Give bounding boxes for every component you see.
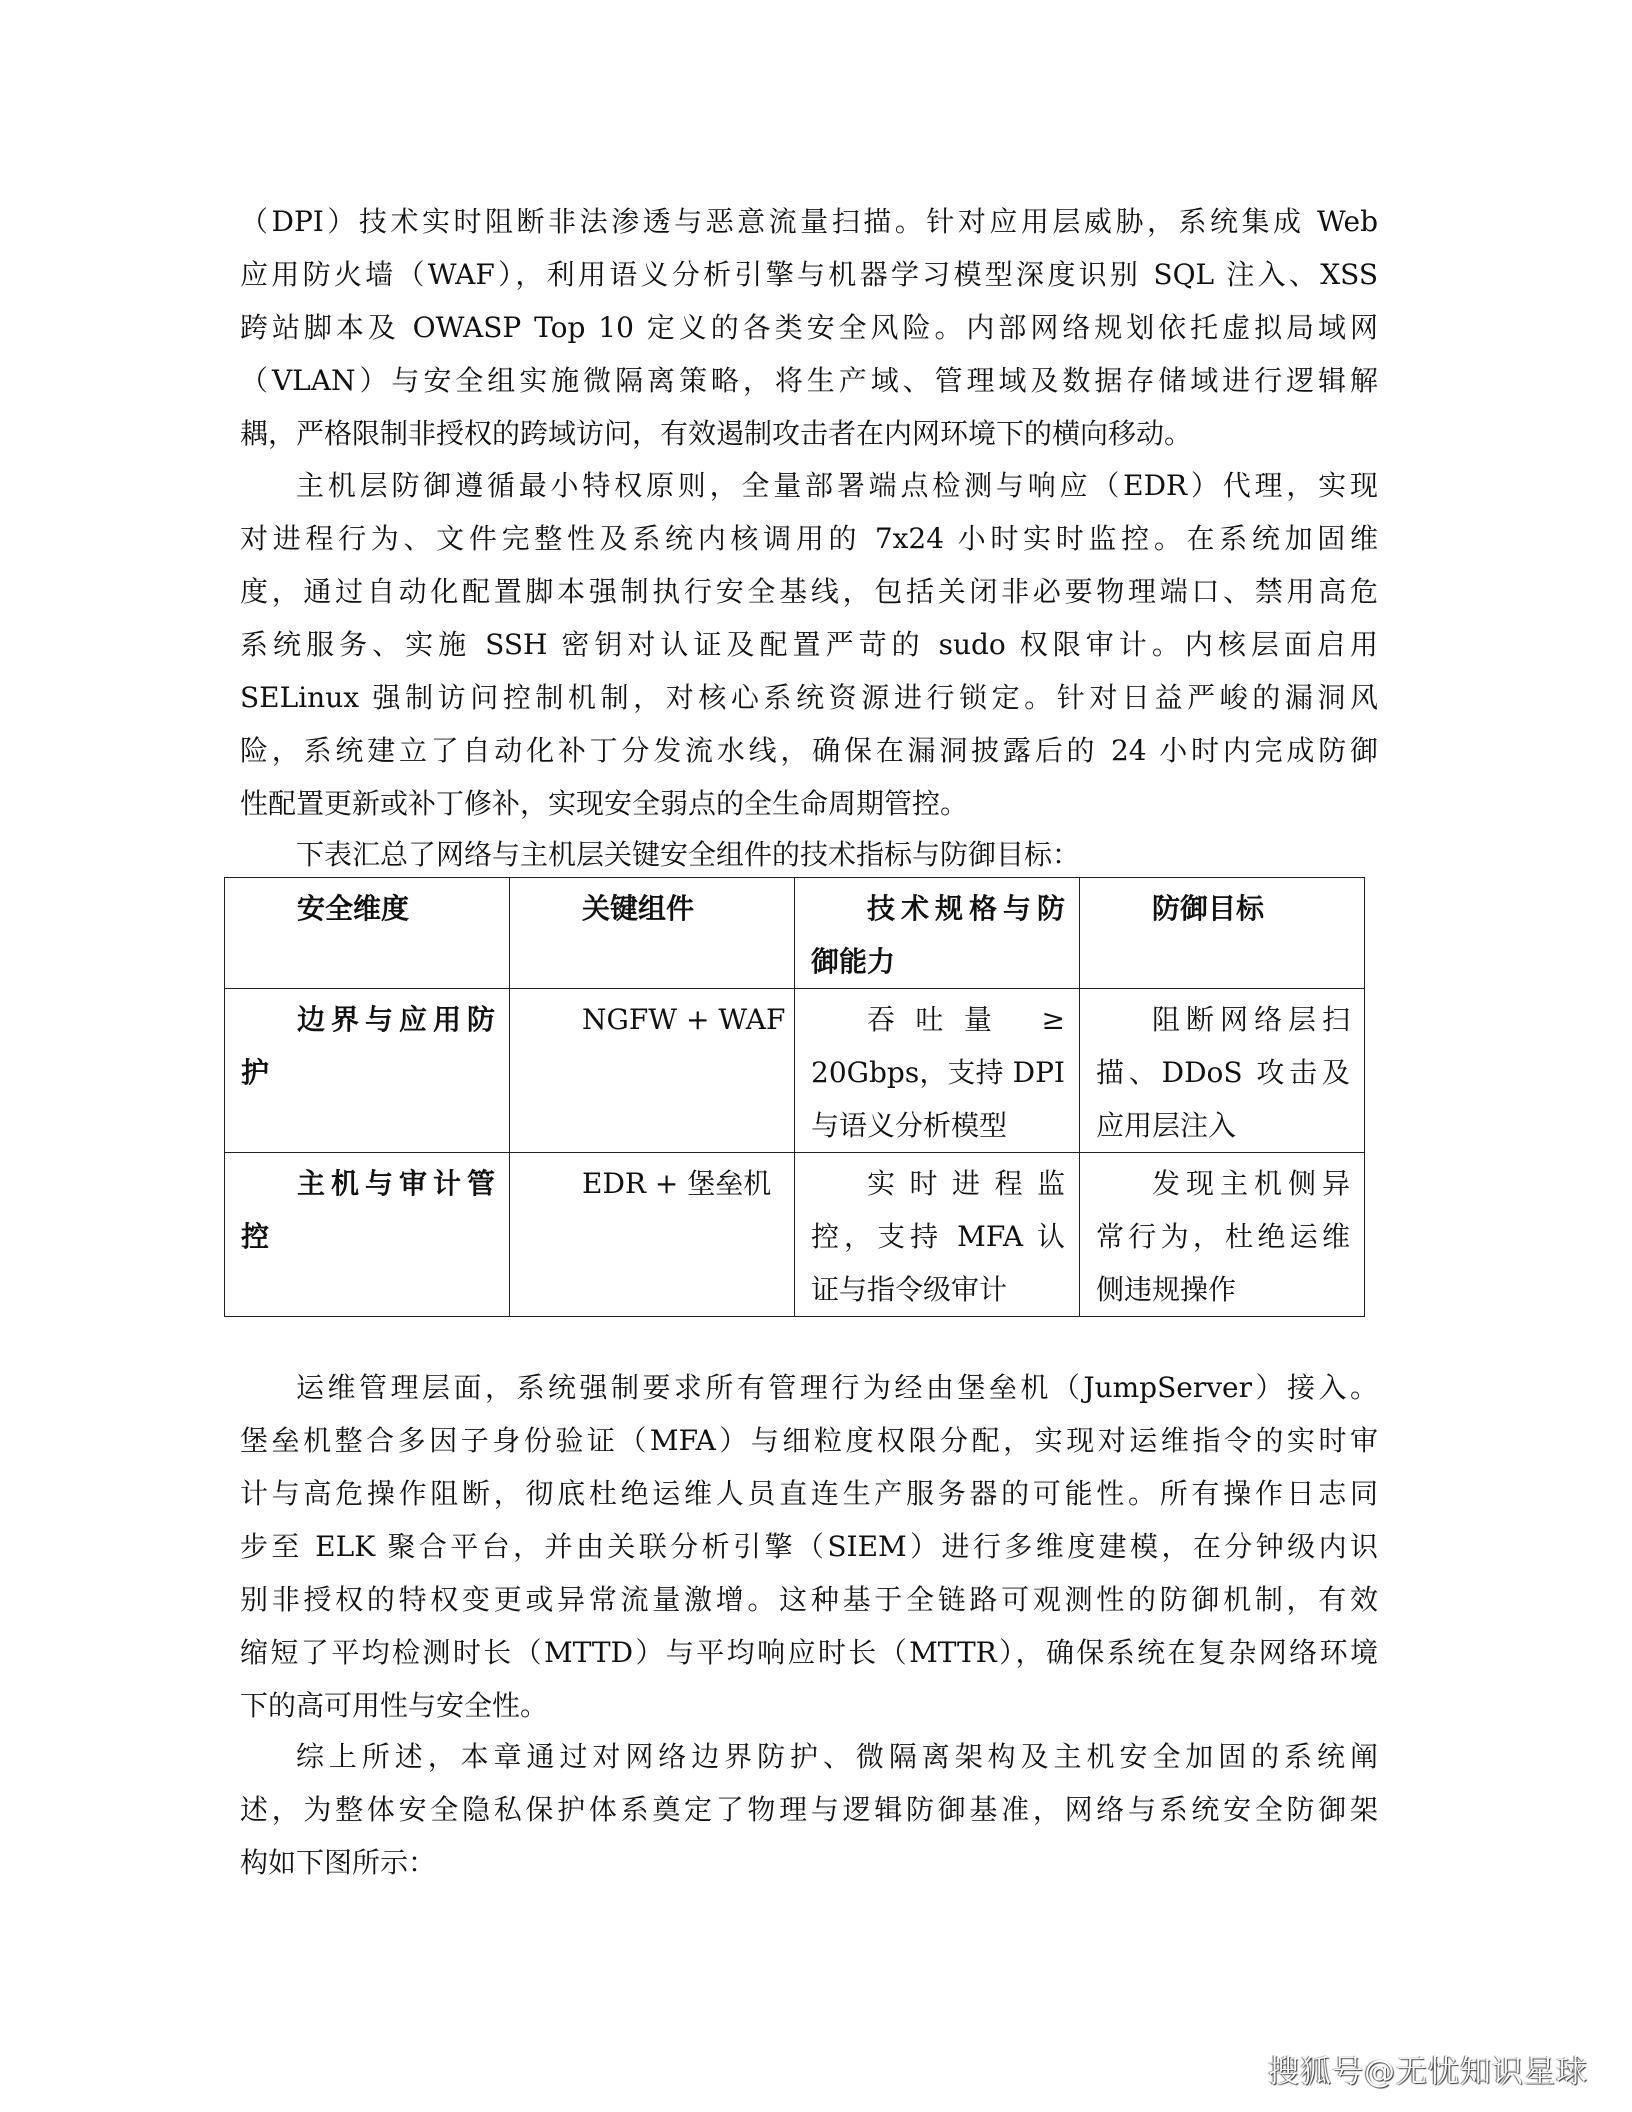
text-line: 御能力	[811, 945, 896, 978]
table-cell	[795, 1153, 1080, 1317]
table-cell	[225, 989, 510, 1153]
table-cell	[510, 989, 795, 1153]
text-line: 侧违规操作	[1096, 1273, 1237, 1306]
paragraph-network-protection	[240, 195, 1378, 460]
table-header-cell	[510, 878, 795, 989]
paragraph-summary	[240, 1730, 1378, 1889]
text-line: 系统服务、实施 SSH 密钥对认证及配置严苛的 sudo 权限审计。内核层面启用	[240, 628, 1378, 661]
text-line: NGFW + WAF	[582, 1003, 786, 1036]
text-line: 主机层防御遵循最小特权原则，全量部署端点检测与响应（EDR）代理，实现	[296, 469, 1378, 502]
text-line: 关键组件	[582, 892, 695, 925]
text-line: 述，为整体安全隐私保护体系奠定了物理与逻辑防御基准，网络与系统安全防御架	[240, 1793, 1378, 1826]
table-cell	[225, 1153, 510, 1317]
text-line: （DPI）技术实时阻断非法渗透与恶意流量扫描。针对应用层威胁，系统集成 Web	[240, 205, 1378, 238]
text-line: 跨站脚本及 OWASP Top 10 定义的各类安全风险。内部网络规划依托虚拟局域网	[240, 311, 1378, 344]
text-line: 耦，严格限制非授权的跨域访问，有效遏制攻击者在内网环境下的横向移动。	[240, 417, 1193, 450]
text-line: 度，通过自动化配置脚本强制执行安全基线，包括关闭非必要物理端口、禁用高危	[240, 575, 1378, 608]
text-line: 应用层注入	[1096, 1109, 1237, 1142]
text-line: 应用防火墙（WAF），利用语义分析引擎与机器学习模型深度识别 SQL 注入、XSS	[240, 258, 1378, 291]
table-header-row	[225, 878, 1365, 989]
security-components-table	[224, 877, 1365, 1317]
text-line: 护	[241, 1056, 270, 1089]
text-line: 防御目标	[1152, 892, 1265, 925]
text-line: 发现主机侧异	[1152, 1167, 1350, 1200]
table-cell	[510, 1153, 795, 1317]
text-line: 控，支持 MFA 认	[811, 1220, 1065, 1253]
text-line: 别非授权的特权变更或异常流量激增。这种基于全链路可观测性的防御机制，有效	[240, 1583, 1378, 1616]
text-line: 构如下图所示：	[240, 1846, 437, 1879]
paragraph-host-defense	[240, 459, 1378, 830]
text-line: 计与高危操作阻断，彻底杜绝运维人员直连生产服务器的可能性。所有操作日志同	[240, 1477, 1378, 1510]
paragraph-ops-management	[240, 1361, 1378, 1732]
text-line: 技术规格与防	[867, 892, 1065, 925]
text-line: （VLAN）与安全组实施微隔离策略，将生产域、管理域及数据存储域进行逻辑解	[240, 364, 1378, 397]
text-line: 下表汇总了网络与主机层关键安全组件的技术指标与防御目标：	[296, 838, 1081, 871]
text-line: 对进程行为、文件完整性及系统内核调用的 7x24 小时实时监控。在系统加固维	[240, 522, 1378, 555]
text-line: 性配置更新或补丁修补，实现安全弱点的全生命周期管控。	[240, 787, 969, 820]
text-line: 堡垒机整合多因子身份验证（MFA）与细粒度权限分配，实现对运维指令的实时审	[240, 1424, 1378, 1457]
text-line: 安全维度	[297, 892, 410, 925]
text-line: 证与指令级审计	[811, 1273, 1008, 1306]
text-line: 运维管理层面，系统强制要求所有管理行为经由堡垒机（JumpServer）接入。	[296, 1371, 1378, 1404]
text-line: 描、DDoS 攻击及	[1096, 1056, 1350, 1089]
text-line: SELinux 强制访问控制机制，对核心系统资源进行锁定。针对日益严峻的漏洞风	[240, 681, 1378, 714]
text-line: 步至 ELK 聚合平台，并由关联分析引擎（SIEM）进行多维度建模，在分钟级内识	[240, 1530, 1378, 1563]
text-line: 常行为，杜绝运维	[1096, 1220, 1350, 1253]
table-cell	[1080, 989, 1365, 1153]
text-line: 阻断网络层扫	[1152, 1003, 1350, 1036]
text-line: 与语义分析模型	[811, 1109, 1008, 1142]
table-header-cell	[795, 878, 1080, 989]
text-line: 吞吐量 ≥	[867, 1003, 1065, 1036]
text-line: 控	[241, 1220, 270, 1253]
table-header-cell	[225, 878, 510, 989]
text-line: 险，系统建立了自动化补丁分发流水线，确保在漏洞披露后的 24 小时内完成防御	[240, 734, 1378, 767]
watermark: 搜狐号@无忧知识星球	[1268, 2054, 1588, 2090]
text-line: 下的高可用性与安全性。	[240, 1689, 549, 1722]
table-row	[225, 989, 1365, 1153]
text-line: 20Gbps，支持 DPI	[811, 1056, 1065, 1089]
text-line: 边界与应用防	[297, 1003, 495, 1036]
text-line: EDR + 堡垒机	[582, 1167, 772, 1200]
table-cell	[1080, 1153, 1365, 1317]
paragraph-table-intro	[240, 828, 1378, 881]
text-line: 综上所述，本章通过对网络边界防护、微隔离架构及主机安全加固的系统阐	[296, 1740, 1378, 1773]
table-header-cell	[1080, 878, 1365, 989]
table-row	[225, 1153, 1365, 1317]
text-line: 缩短了平均检测时长（MTTD）与平均响应时长（MTTR），确保系统在复杂网络环境	[240, 1636, 1378, 1669]
text-line: 主机与审计管	[297, 1167, 495, 1200]
text-line: 实时进程监	[867, 1167, 1065, 1200]
table-cell	[795, 989, 1080, 1153]
